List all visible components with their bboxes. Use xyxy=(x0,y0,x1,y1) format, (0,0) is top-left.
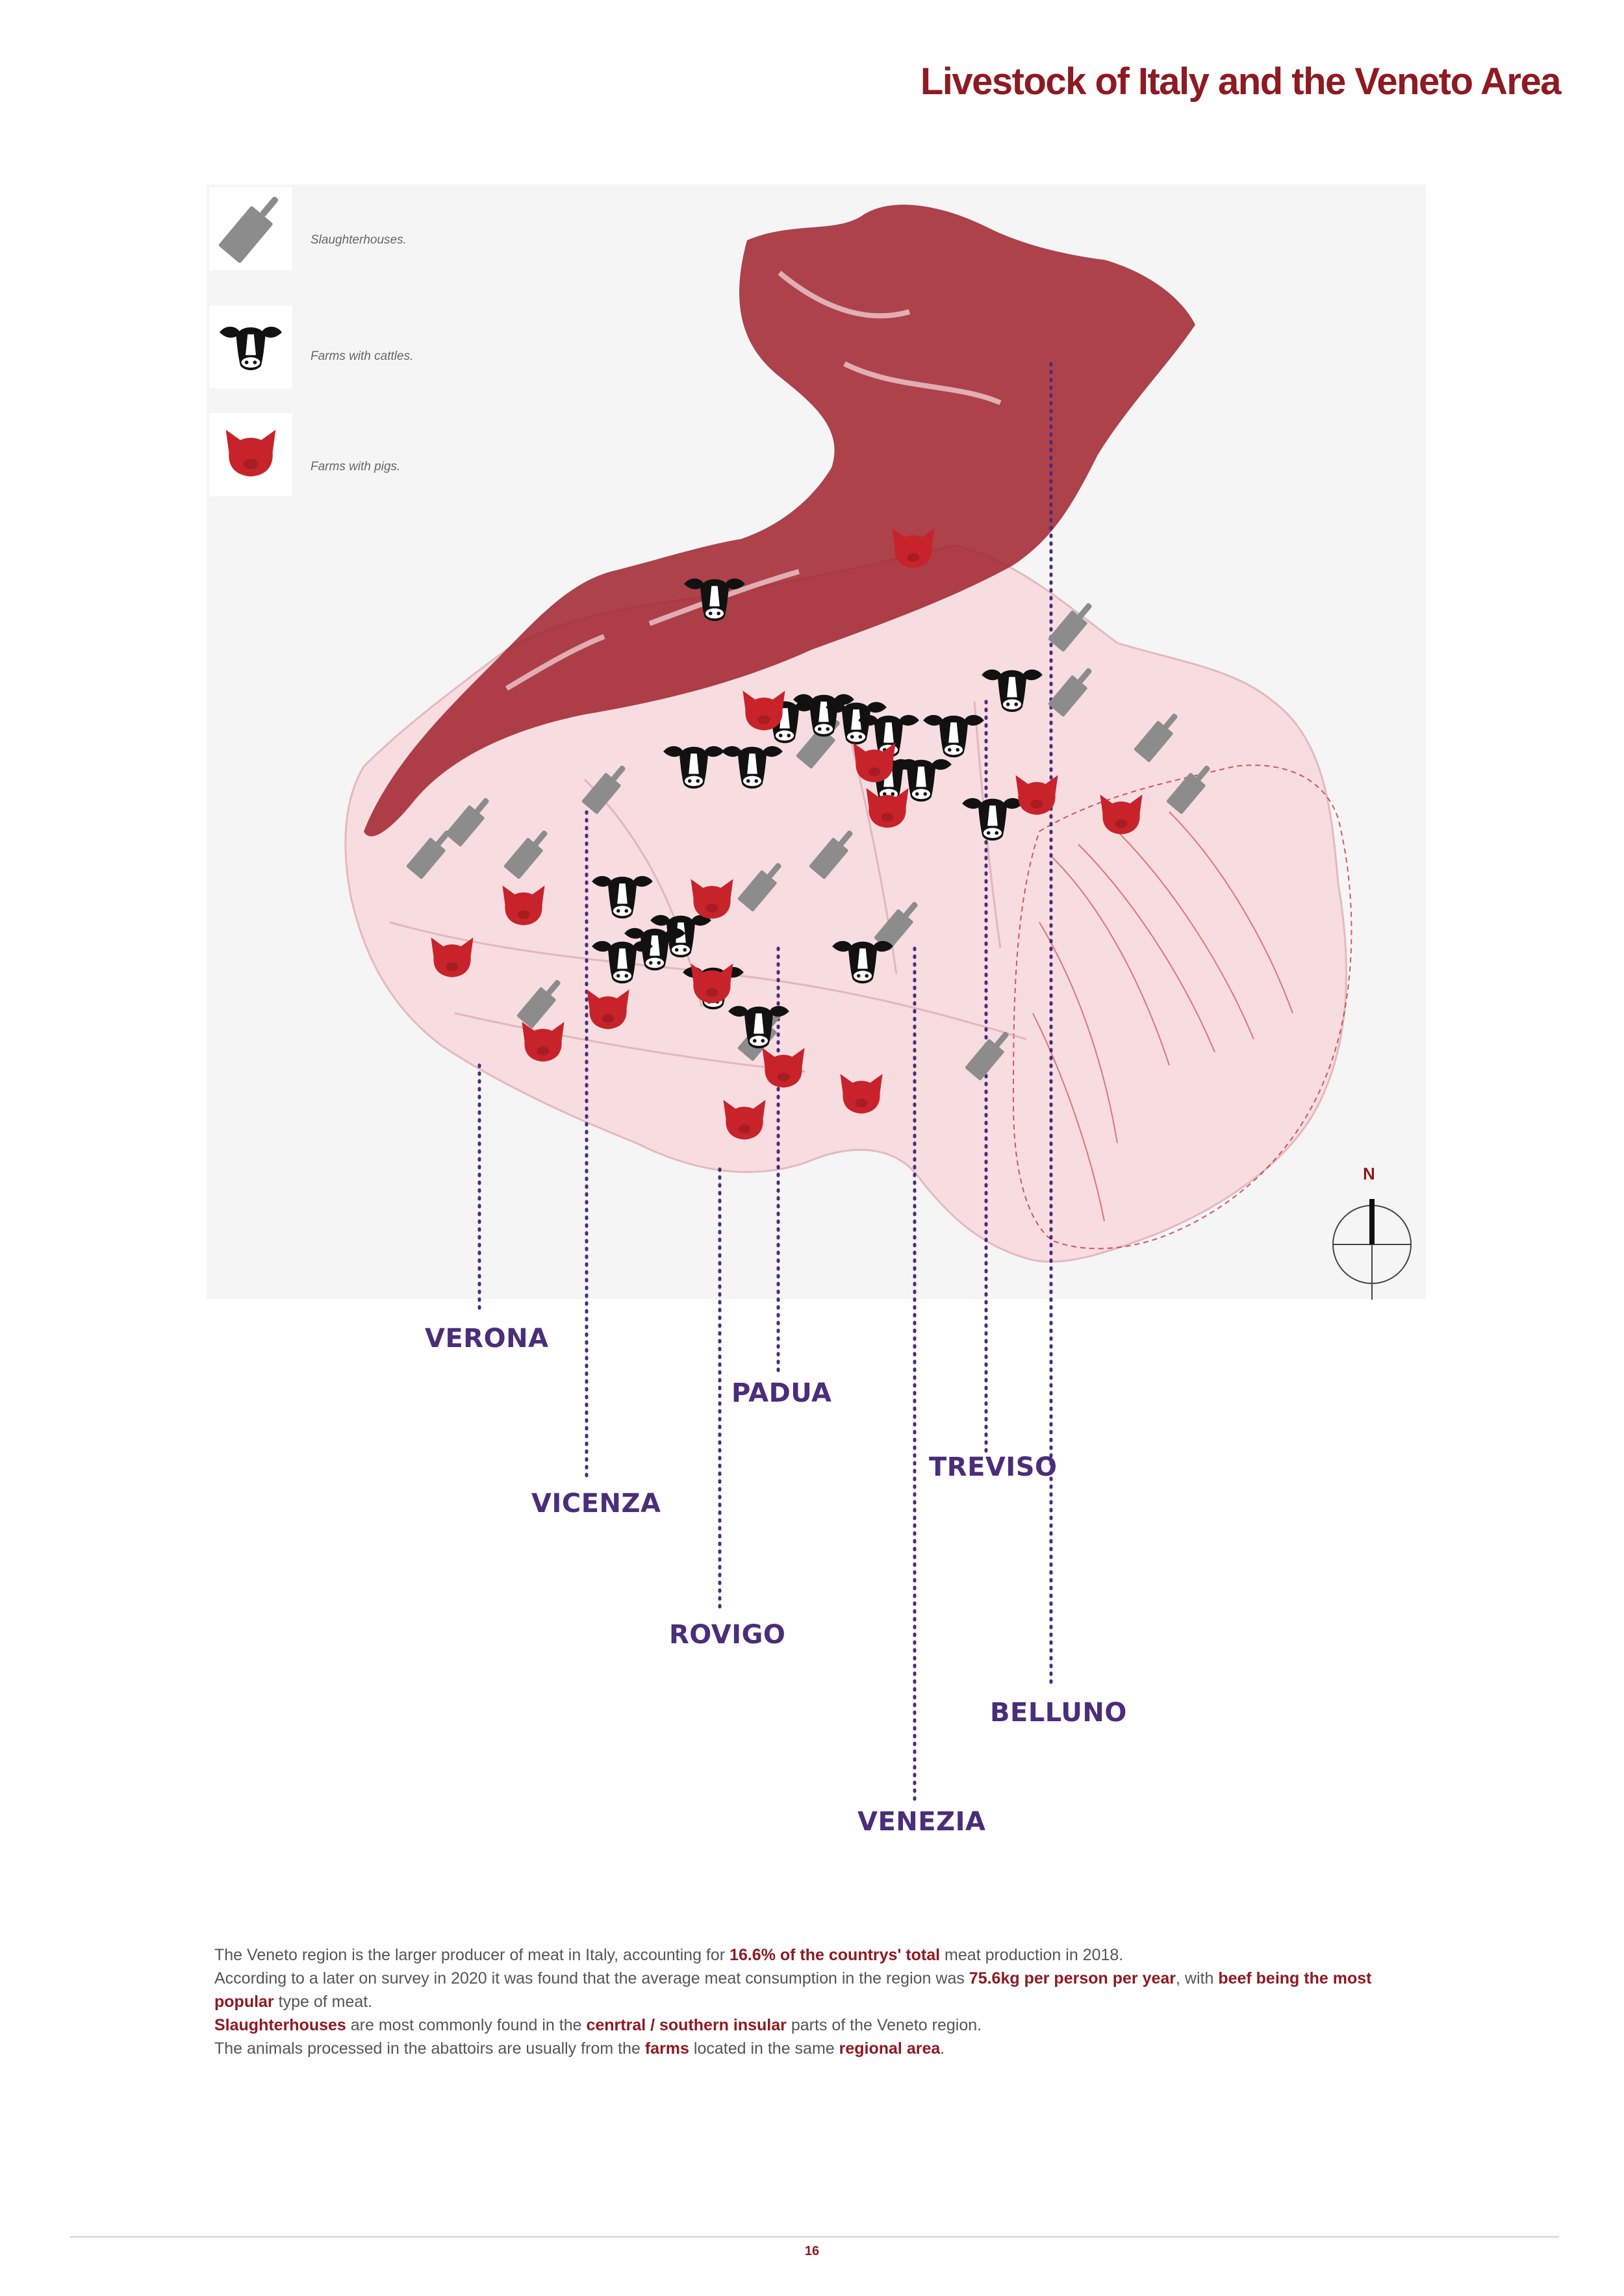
legend-label-cattle: Farms with cattles. xyxy=(311,349,414,363)
legend-label-slaughterhouses: Slaughterhouses. xyxy=(311,233,407,247)
page-number: 16 xyxy=(804,2244,820,2258)
city-label-belluno: BELLUNO xyxy=(990,1698,1127,1728)
footer-divider xyxy=(70,2236,1559,2238)
page-title: Livestock of Italy and the Veneto Area xyxy=(920,60,1560,103)
city-label-verona: VERONA xyxy=(425,1324,549,1354)
veneto-lowland-region xyxy=(346,546,1347,1262)
city-label-vicenza: VICENZA xyxy=(531,1489,661,1519)
legend-label-pigs: Farms with pigs. xyxy=(311,460,401,473)
compass-icon xyxy=(1333,1199,1411,1300)
compass-north-label: N xyxy=(1363,1164,1375,1183)
city-label-venezia: VENEZIA xyxy=(857,1807,986,1837)
city-label-rovigo: ROVIGO xyxy=(669,1620,786,1650)
description-text: The Veneto region is the larger producer of meat in Italy, accounting for 16.6% of the countrys' total meat production in 2018. According to a later on survey in 2020 it was found that the average meat consumption in the region was 75.6kg per person per year, with beef being the most popular type of meat. Slaughterhouses are most commonly found in the cenrtral / southern insular parts of the Veneto region. The animals processed in the abattoirs are usually from the farms located in the same regional area. xyxy=(214,1946,1372,2058)
city-label-padua: PADUA xyxy=(731,1378,832,1408)
city-label-treviso: TREVISO xyxy=(929,1452,1058,1482)
